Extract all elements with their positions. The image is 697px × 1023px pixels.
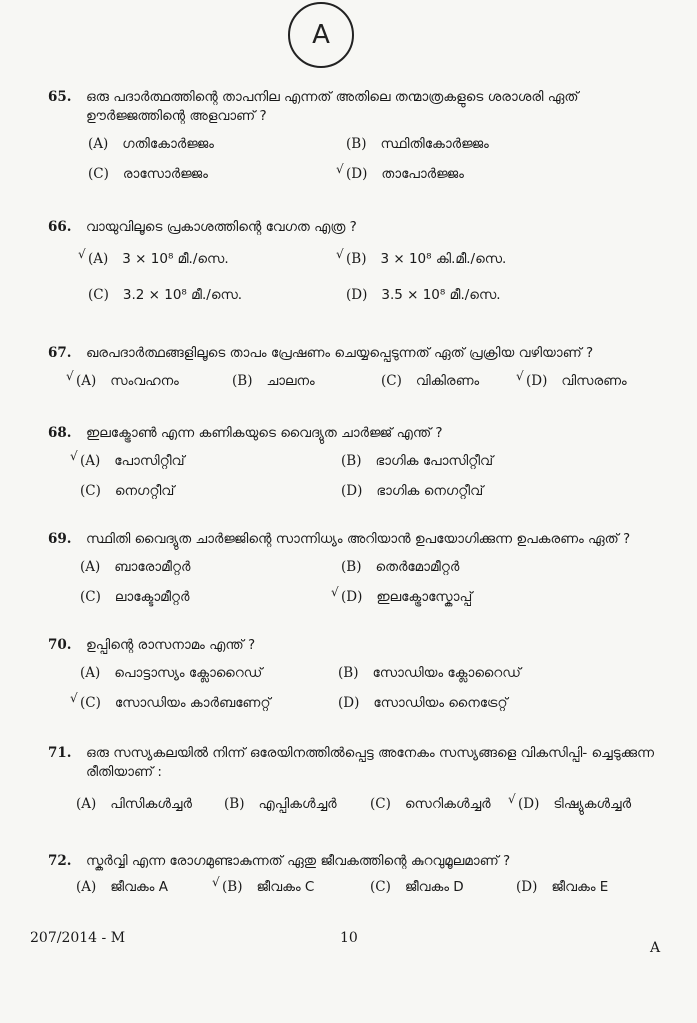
- option-c: (C) നെഗറ്റീവ്: [80, 483, 175, 499]
- option-b: (B) തെർമോമീറ്റർ: [341, 559, 460, 575]
- option-b: (B) എപ്പികൾച്ചർ: [224, 796, 337, 812]
- option-c: (C) വികിരണം: [381, 373, 480, 389]
- question-number: 70.: [48, 637, 72, 653]
- question-67: [48, 344, 673, 403]
- question-number: 66.: [48, 219, 72, 235]
- question-number: 67.: [48, 345, 72, 361]
- option-c: (C) ജീവകം D: [370, 879, 464, 895]
- option-a: (A) ജീവകം A: [76, 879, 168, 895]
- version-stamp: A: [288, 2, 354, 68]
- question-text: സ്ഥിതി വൈദ്യുത ചാർജ്ജിന്റെ സാന്നിധ്യം അറിയാൻ ഉപയോഗിക്കുന്ന ഉപകരണം ഏത് ?: [86, 531, 631, 547]
- option-d: (D) സോഡിയം നൈട്രേറ്റ്: [338, 695, 508, 711]
- question-text: വായുവിലൂടെ പ്രകാശത്തിന്റെ വേഗത എത്ര ?: [86, 219, 357, 235]
- option-a: √ (A) പോസിറ്റീവ്: [70, 449, 185, 469]
- question-number: 69.: [48, 531, 72, 547]
- tick-mark-icon: √: [336, 247, 344, 261]
- option-c: (C) 3.2 × 10⁸ മീ./സെ.: [88, 287, 243, 303]
- tick-mark-icon: √: [66, 369, 74, 383]
- option-b: (B) സ്ഥിതികോർജ്ജം: [346, 136, 489, 152]
- question-72: [48, 852, 673, 909]
- option-d: (D) 3.5 × 10⁸ മീ./സെ.: [346, 287, 501, 303]
- series-code: A: [650, 940, 661, 956]
- question-number: 68.: [48, 425, 72, 441]
- page-number: 10: [340, 930, 358, 946]
- option-a: (A) ബാരോമീറ്റർ: [80, 559, 191, 575]
- tick-mark-icon: √: [70, 449, 78, 463]
- option-d: √ (D) വിസരണം: [516, 369, 627, 389]
- option-a: (A) പൊട്ടാസ്യം ക്ലോറൈഡ്: [80, 665, 263, 681]
- option-b: √ (B) ജീവകം C: [212, 875, 315, 895]
- question-number: 65.: [48, 89, 72, 105]
- tick-mark-icon: √: [336, 162, 344, 176]
- question-70: [48, 636, 673, 725]
- question-66: [48, 218, 673, 317]
- paper-code: 207/2014 - M: [30, 930, 126, 946]
- tick-mark-icon: √: [212, 875, 220, 889]
- tick-mark-icon: √: [508, 792, 516, 806]
- question-text: ഇലക്ട്രോൺ എന്ന കണികയുടെ വൈദ്യുത ചാർജ്ജ് എന്ത് ?: [86, 425, 443, 441]
- question-text: സ്കർവ്വി എന്ന രോഗമുണ്ടാകുന്നത് ഏതു ജീവകത്തിന്റെ കുറവുമൂലമാണ് ?: [86, 853, 511, 869]
- option-a: (A) പിസികൾച്ചർ: [76, 796, 192, 812]
- option-c: (C) സെറികൾച്ചർ: [370, 796, 491, 812]
- option-b: (B) ചാലനം: [232, 373, 315, 389]
- option-a: (A) ഗതികോർജ്ജം: [88, 136, 214, 152]
- question-68: [48, 424, 673, 513]
- option-c: (C) രാസോർജ്ജം: [88, 166, 208, 182]
- question-71: [48, 744, 673, 826]
- tick-mark-icon: √: [78, 247, 86, 261]
- option-b: (B) ഭാഗിക പോസിറ്റീവ്: [341, 453, 494, 469]
- option-a: √ (A) 3 × 10⁸ മീ./സെ.: [78, 247, 229, 267]
- question-number: 71.: [48, 745, 72, 761]
- tick-mark-icon: √: [70, 691, 78, 705]
- question-text: ഉപ്പിന്റെ രാസനാമം എന്ത് ?: [86, 637, 256, 653]
- option-c: (C) ലാക്ടോമീറ്റർ: [80, 589, 190, 605]
- option-b: √ (B) 3 × 10⁸ കി.മീ./സെ.: [336, 247, 507, 267]
- question-text: ഒരു പദാർത്ഥത്തിന്റെ താപനില എന്നത് അതിലെ തന്മാത്രകളുടെ ശരാശരി ഏത് ഊർജ്ജത്തിന്റെ അളവാണ് ?: [86, 89, 579, 124]
- question-number: 72.: [48, 853, 72, 869]
- option-a: √ (A) സംവഹനം: [66, 369, 179, 389]
- option-d: √ (D) ടിഷ്യുകൾച്ചർ: [508, 792, 632, 812]
- question-text: ഖരപദാർത്ഥങ്ങളിലൂടെ താപം പ്രേഷണം ചെയ്യപ്പെടുന്നത് ഏത് പ്രക്രിയ വഴിയാണ് ?: [86, 345, 594, 361]
- option-d: √ (D) ഇലക്ട്രോസ്കോപ്പ്: [331, 585, 473, 605]
- question-69: [48, 530, 673, 619]
- option-d: (D) ഭാഗിക നെഗറ്റീവ്: [341, 483, 484, 499]
- question-text: ഒരു സസ്യകലയിൽ നിന്ന് ഒരേയിനത്തിൽപ്പെട്ട അനേകം സസ്യങ്ങളെ വികസിപ്പി- ച്ചെടുക്കുന്ന രീതിയാണ് :: [86, 745, 655, 780]
- tick-mark-icon: √: [331, 585, 339, 599]
- question-65: [48, 88, 673, 196]
- option-b: (B) സോഡിയം ക്ലോറൈഡ്: [338, 665, 521, 681]
- option-d: (D) ജീവകം E: [516, 879, 609, 895]
- option-d: √ (D) താപോർജ്ജം: [336, 162, 464, 182]
- tick-mark-icon: √: [516, 369, 524, 383]
- option-c: √ (C) സോഡിയം കാർബണേറ്റ്: [70, 691, 271, 711]
